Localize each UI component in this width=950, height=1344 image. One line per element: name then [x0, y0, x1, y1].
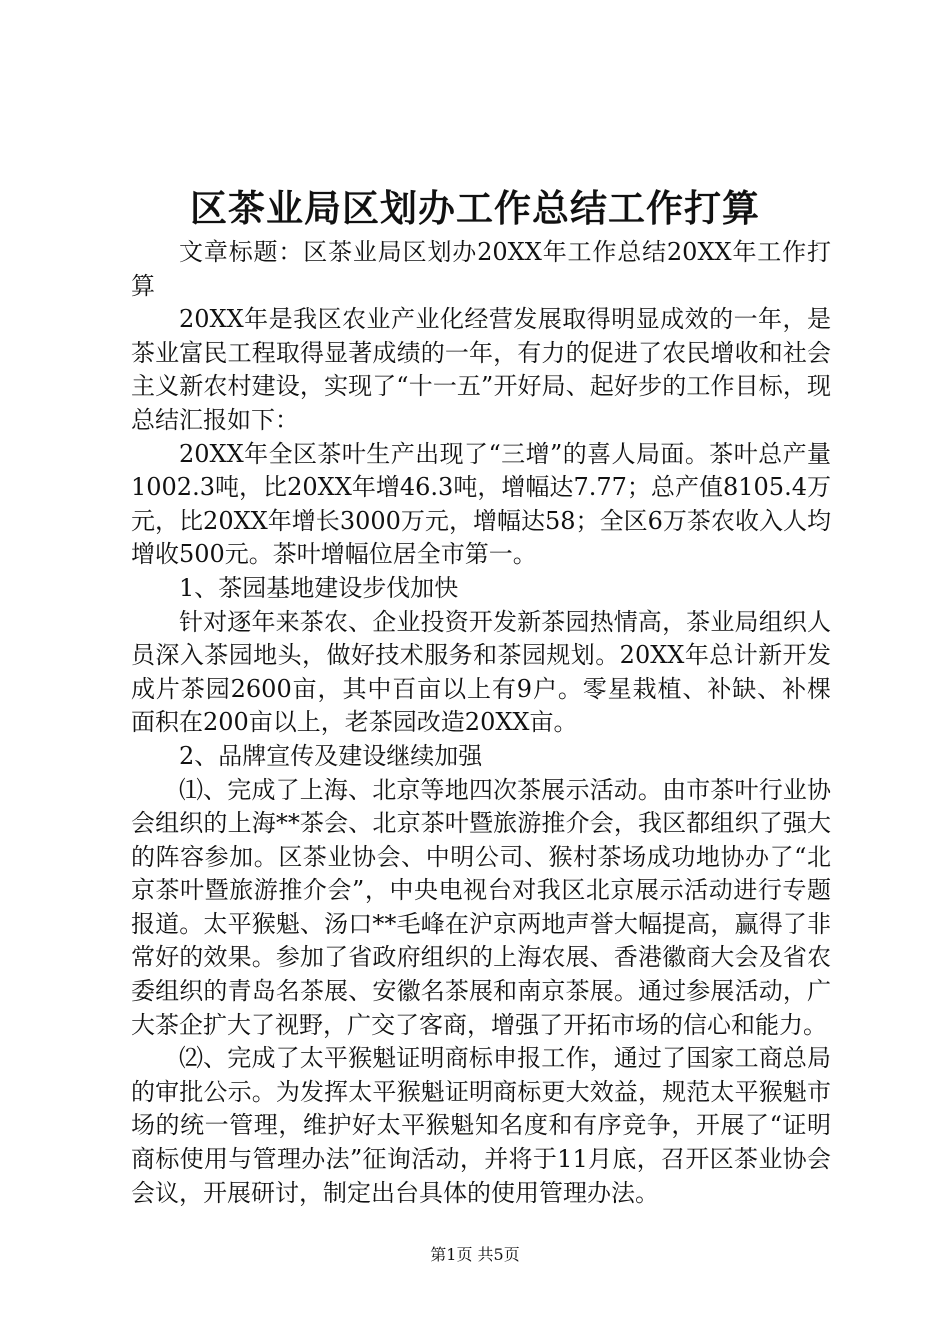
- paragraph-tea-garden: 针对逐年来茶农、企业投资开发新茶园热情高，茶业局组织人员深入茶园地头，做好技术服务和茶园规划。20XX年总计新开发成片茶园2600亩，其中百亩以上有9户。零星栽植、补缺、补棵面积在200亩以上，老茶园改造20XX亩。: [131, 607, 831, 737]
- section-heading-tea-garden: 1、茶园基地建设步伐加快: [179, 573, 459, 602]
- page-number: 第1页 共5页: [430, 1245, 520, 1264]
- paragraph-article-title: 文章标题：区茶业局区划办20XX年工作总结20XX年工作打算: [131, 238, 831, 300]
- page-title: 区茶业局区划办工作总结工作打算: [190, 186, 760, 230]
- paragraph-trademark: ⑵、完成了太平猴魁证明商标申报工作，通过了国家工商总局的审批公示。为发挥太平猴魁证明商标更大效益，规范太平猴魁市场的统一管理，维护好太平猴魁知名度和有序竞争，开展了“证明商标使用与管理办法”征询活动，并将于11月底，召开区茶业协会会议，开展研讨，制定出台具体的使用管理办法。: [131, 1044, 831, 1207]
- paragraph-intro: 20XX年是我区农业产业化经营发展取得明显成效的一年，是茶业富民工程取得显著成绩的一年，有力的促进了农民增收和社会主义新农村建设，实现了“十一五”开好局、起好步的工作目标，现总结汇报如下：: [131, 305, 831, 434]
- paragraph-exhibitions: ⑴、完成了上海、北京等地四次茶展示活动。由市茶叶行业协会组织的上海**茶会、北京茶叶暨旅游推介会，我区都组织了强大的阵容参加。区茶业协会、中明公司、猴村茶场成功地协办了“北京茶叶暨旅游推介会”，中央电视台对我区北京展示活动进行专题报道。太平猴魁、汤口**毛峰在沪京两地声誉大幅提高，赢得了非常好的效果。参加了省政府组织的上海农展、香港徽商大会及省农委组织的青岛名茶展、安徽名茶展和南京茶展。通过参展活动，广大茶企扩大了视野，广交了客商，增强了开拓市场的信心和能力。: [131, 775, 831, 1039]
- paragraph-production: 20XX年全区茶叶生产出现了“三增”的喜人局面。茶叶总产量1002.3吨，比20XX年增46.3吨，增幅达7.77；总产值8105.4万元，比20XX年增长3000万元，增幅达58；全区6万茶农收入人均增收500元。茶叶增幅位居全市第一。: [131, 439, 831, 569]
- document-body: [131, 236, 831, 1210]
- section-heading-brand: 2、品牌宣传及建设继续加强: [179, 741, 483, 770]
